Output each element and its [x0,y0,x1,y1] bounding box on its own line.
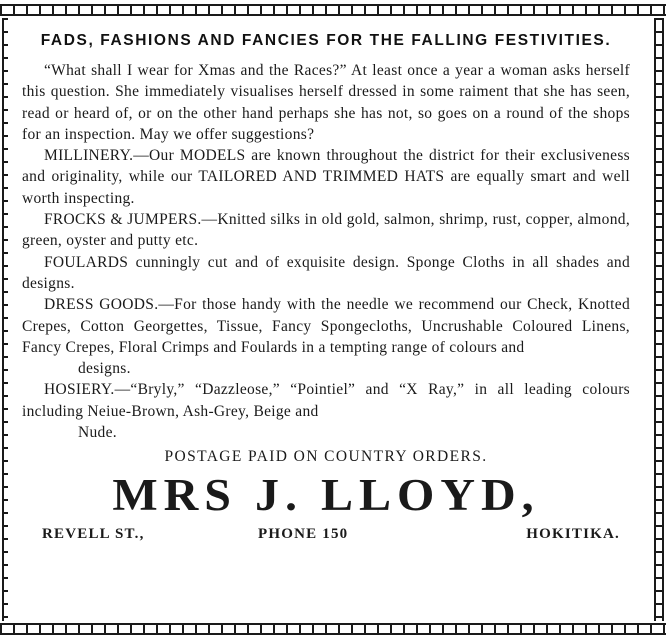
paragraph-text: DRESS GOODS.—For those handy with the needle we recommend our Check, Knotted Crepes, Cotton Georgettes, Tissue, Fancy Spongecloths, Uncrushable Coloured Linens, Fancy Crepes, Floral Crimps and Foulards in a tempting range of colours and [22,296,630,356]
street-address: REVELL ST., [42,526,145,543]
paragraph-text: HOSIERY.—“Bryly,” “Dazzleose,” “Pointiel” and “X Ray,” in all leading colours including Neiue-Brown, Ash-Grey, Beige and [22,381,630,420]
ornamental-border-left [0,18,10,621]
shop-name: MRS J. LLOYD, [112,470,540,522]
phone-number: PHONE 150 [258,526,349,543]
ad-footer [22,526,630,550]
hosiery-paragraph [22,379,630,443]
paragraph-text: FROCKS & JUMPERS.—Knitted silks in old gold, salmon, shrimp, rust, copper, almond, green, oyster and putty etc. [22,211,630,250]
ad-body [22,30,630,550]
paragraph-text: FOULARDS cunningly cut and of exquisite design. Sponge Cloths in all shades and designs. [22,253,630,292]
foulards-paragraph [22,252,630,295]
town-name: HOKITIKA. [526,526,620,543]
paragraph-text: MILLINERY.—Our MODELS are known throughout the district for their exclusiveness and originality, while our TAILORED AND TRIMMED HATS are equally smart and well worth inspecting. [22,147,630,207]
millinery-paragraph [22,145,630,209]
paragraph-text: “What shall I wear for Xmas and the Races?” At least once a year a woman asks herself this question. She immediately visualises herself dressed in some raiment that she has seen, read or heard of, or on the other hand perhaps she has not, so goes on a round of the shops for an inspection. May we offer suggestions? [22,62,630,143]
paragraph-tail: Nude. [78,424,117,442]
ornamental-border-bottom [0,619,666,639]
paragraph-tail: designs. [78,360,131,378]
ornamental-border-right [652,18,666,621]
frocks-paragraph [22,209,630,252]
postage-notice: POSTAGE PAID ON COUNTRY ORDERS. [164,448,488,466]
ornamental-border-top [0,0,666,20]
intro-paragraph [22,60,630,145]
ad-heading: FADS, FASHIONS AND FANCIES FOR THE FALLING FESTIVITIES. [40,32,612,49]
dress-goods-paragraph [22,294,630,379]
